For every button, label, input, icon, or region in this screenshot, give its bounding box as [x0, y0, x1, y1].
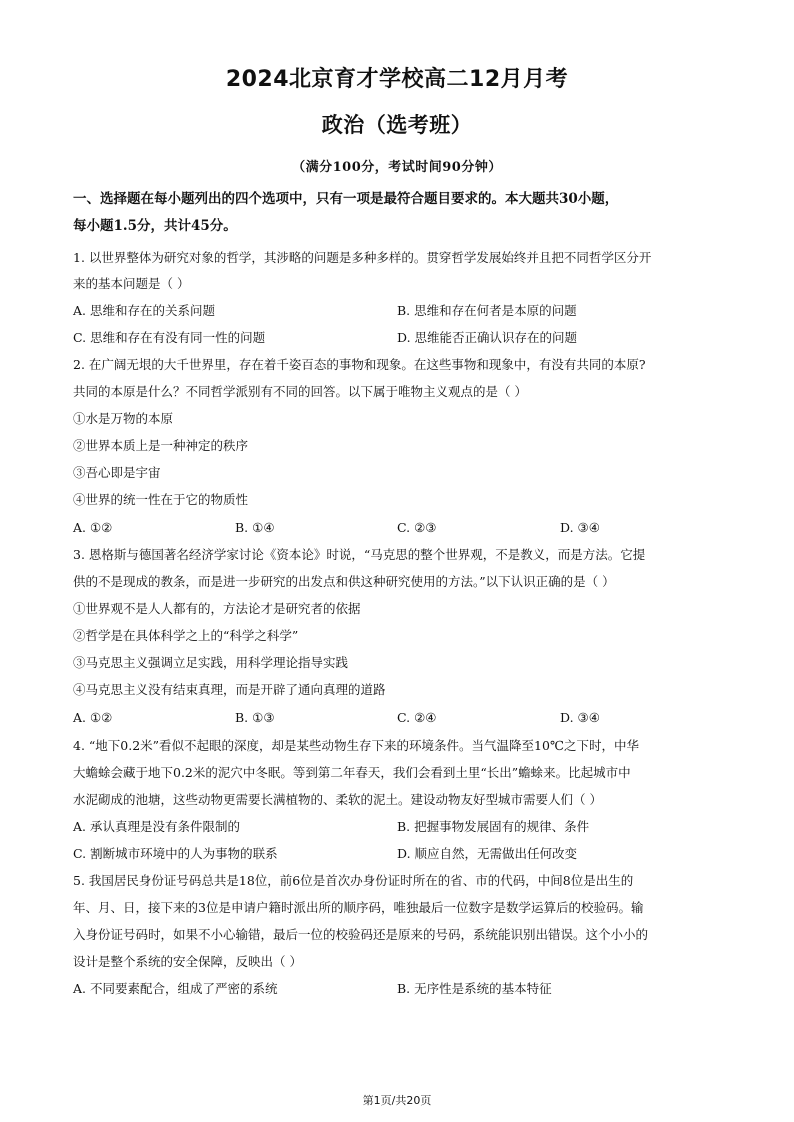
- q4-stem-line1: 4. “地下0.2米”看似不起眼的深度，却是某些动物生存下来的环境条件。当气温降至10℃之下时，中华: [73, 738, 639, 753]
- q2-option-c: C. ②③: [397, 520, 437, 535]
- q1-option-d: D. 思维能否正确认识存在的问题: [397, 330, 578, 345]
- q4-option-b: B. 把握事物发展固有的规律、条件: [397, 819, 590, 834]
- q5-option-b: B. 无序性是系统的基本特征: [397, 981, 552, 996]
- q3-stem-line1: 3. 恩格斯与德国著名经济学家讨论《资本论》时说，“马克思的整个世界观，不是教义，而是方法。它提: [73, 547, 646, 562]
- exam-subtitle: 政治（选考班）: [321, 113, 473, 137]
- q3-option-d: D. ③④: [560, 710, 600, 725]
- q4-stem-line2: 大蟾蜍会藏于地下0.2米的泥穴中冬眠。等到第二年春天，我们会看到土里“长出”蟾蜍来。比起城市中: [73, 765, 631, 780]
- q4-option-a: A. 承认真理是没有条件限制的: [73, 819, 240, 834]
- q3-option-c: C. ②④: [397, 710, 437, 725]
- q2-stem-line1: 2. 在广阔无垠的大千世界里，存在着千姿百态的事物和现象。在这些事物和现象中，有没有共同的本原?: [73, 357, 646, 372]
- q2-statement-1: ①水是万物的本原: [73, 411, 174, 426]
- q1-option-a: A. 思维和存在的关系问题: [73, 303, 215, 318]
- q5-stem-line4: 设计是整个系统的安全保障，反映出（ ）: [73, 954, 302, 969]
- q2-option-d: D. ③④: [560, 520, 600, 535]
- q4-option-c: C. 割断城市环境中的人为事物的联系: [73, 846, 278, 861]
- q3-statement-1: ①世界观不是人人都有的，方法论才是研究者的依据: [73, 601, 361, 616]
- q4-option-d: D. 顺应自然，无需做出任何改变: [397, 846, 578, 861]
- q5-stem-line3: 入身份证号码时，如果不小心输错，最后一位的校验码还是原来的号码，系统能识别出错误。这个小小的: [73, 927, 649, 942]
- q3-option-b: B. ①③: [235, 710, 275, 725]
- q5-stem-line2: 年、月、日，接下来的3位是申请户籍时派出所的顺序码，唯独最后一位数字是数学运算后的校验码。输: [73, 900, 644, 915]
- q2-option-b: B. ①④: [235, 520, 275, 535]
- q2-statement-3: ③吾心即是宇宙: [73, 465, 161, 480]
- q3-statement-3: ③马克思主义强调立足实践，用科学理论指导实践: [73, 655, 349, 670]
- q2-stem-line2: 共同的本原是什么？不同哲学派别有不同的回答。以下属于唯物主义观点的是（ ）: [73, 384, 527, 399]
- q2-statement-2: ②世界本质上是一种神定的秩序: [73, 438, 249, 453]
- q2-statement-4: ④世界的统一性在于它的物质性: [73, 492, 249, 507]
- page-number: 第1页/共20页: [362, 1094, 432, 1107]
- exam-info: （满分100分，考试时间90分钟）: [292, 160, 502, 175]
- q4-stem-line3: 水泥砌成的池塘，这些动物更需要长满植物的、柔软的泥土。建设动物友好型城市需要人们（ ）: [73, 792, 602, 807]
- q3-stem-line2: 供的不是现成的教条，而是进一步研究的出发点和供这种研究使用的方法。”以下认识正确的是（ ）: [73, 574, 615, 589]
- q5-stem-line1: 5. 我国居民身份证号码总共是18位，前6位是首次办身份证时所在的省、市的代码，中间8位是出生的: [73, 873, 634, 888]
- section-heading-line1: 一、选择题在每小题列出的四个选项中，只有一项是最符合题目要求的。本大题共30小题，: [73, 191, 619, 207]
- section-heading-line2: 每小题1.5分，共计45分。: [73, 218, 237, 234]
- q5-option-a: A. 不同要素配合，组成了严密的系统: [73, 981, 278, 996]
- q2-option-a: A. ①②: [73, 520, 113, 535]
- q3-statement-2: ②哲学是在具体科学之上的“科学之科学”: [73, 628, 299, 643]
- q3-option-a: A. ①②: [73, 710, 113, 725]
- q1-option-b: B. 思维和存在何者是本原的问题: [397, 303, 577, 318]
- q1-stem-line1: 1. 以世界整体为研究对象的哲学，其涉略的问题是多种多样的。贯穿哲学发展始终并且把不同哲学区分开: [73, 250, 652, 265]
- q3-statement-4: ④马克思主义没有结束真理，而是开辟了通向真理的道路: [73, 682, 386, 697]
- q1-option-c: C. 思维和存在有没有同一性的问题: [73, 330, 266, 345]
- q1-stem-line2: 来的基本问题是（ ）: [73, 276, 190, 291]
- exam-title: 2024北京育才学校高二12月月考: [225, 67, 569, 92]
